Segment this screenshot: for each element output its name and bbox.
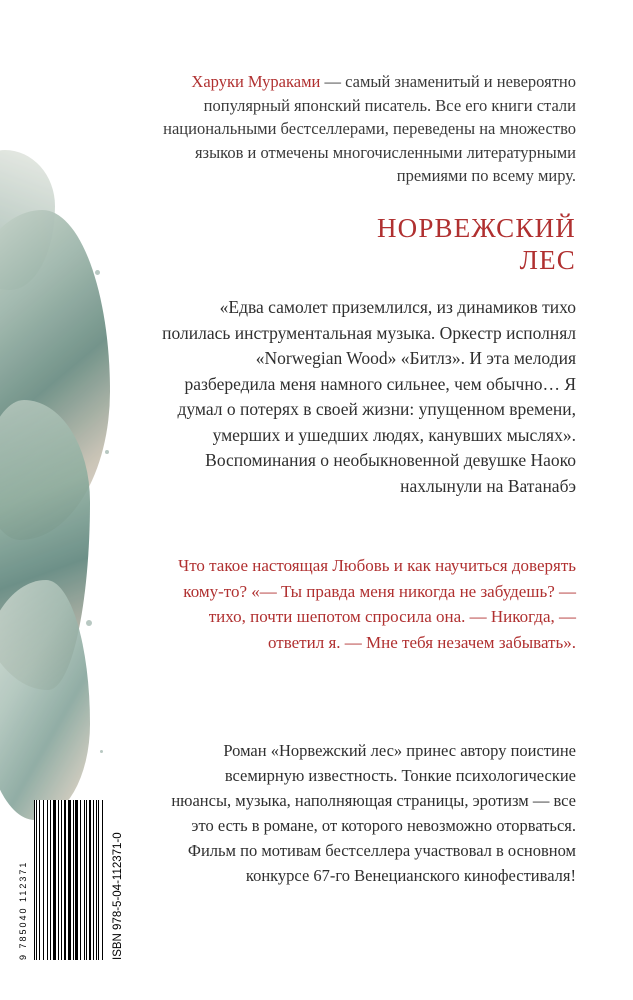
intro-paragraph: [161, 70, 576, 188]
intro-text: — самый знаменитый и невероятно популярный японский писатель. Все его книги стали национальными бестселлерами, переведены на множество языков и отмечены многочисленными литературными премиями по всему миру.: [163, 72, 576, 185]
artwork-speck: [86, 620, 92, 626]
barcode-image: [34, 800, 106, 960]
isbn-label: ISBN 978-5-04-112371-0: [112, 832, 124, 960]
artwork-shape-upper: [0, 210, 110, 540]
artwork-speck: [105, 450, 109, 454]
barcode-block: [18, 800, 144, 965]
artwork-shape-middle: [0, 400, 90, 690]
book-title-line-2: ЛЕС: [519, 245, 576, 275]
cover-text-column: [160, 0, 600, 1000]
book-title-line-1: НОРВЕЖСКИЙ: [376, 213, 576, 243]
barcode-digits: 9 785040 112371: [18, 860, 28, 960]
author-name: Харуки Мураками: [191, 72, 321, 91]
artwork-speck: [95, 270, 100, 275]
outro-paragraph: Роман «Норвежский лес» принес автору поистине всемирную известность. Тонкие психологические нюансы, музыка, наполняющая страницы, эротизм — все это есть в романе, от которого невозможно оторваться. Фильм по мотивам бестселлера участвовал в основном конкурсе 67-го Венецианского кинофестиваля!: [171, 741, 576, 885]
artwork-speck: [100, 750, 103, 753]
artwork-shape-lower: [0, 580, 90, 820]
excerpt-quote: «Едва самолет приземлился, из динамиков тихо полилась инструментальная музыка. Оркестр исполнял «Norwegian Wood» «Битлз». И эта мелодия разбередила меня намного сильнее, чем обычно… Я думал о потерях в своей жизни: упущенном времени, умерших и ушедших людях, канувших мыслях». Воспоминания о необыкновенной девушке Наоко нахлынули на Ватанабэ: [162, 297, 576, 496]
highlight-quote: Что такое настоящая Любовь и как научиться доверять кому-то? «— Ты правда меня никогда не забудешь? — тихо, почти шепотом спросила она. — Никогда, — ответил я. — Мне тебя незачем забывать».: [178, 556, 576, 652]
book-title: [161, 212, 576, 276]
barcode-gap: [103, 800, 106, 960]
artwork-shape-top: [0, 150, 55, 290]
